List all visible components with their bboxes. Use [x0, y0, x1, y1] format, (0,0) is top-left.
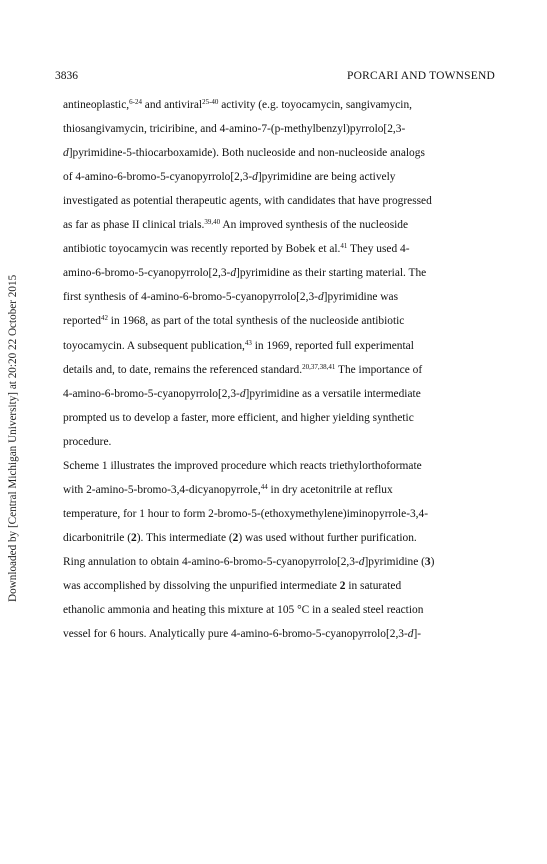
text-run: dicarbonitrile (: [63, 531, 131, 544]
compound-number: 2: [339, 580, 346, 592]
text-line: [63, 531, 417, 545]
text-line: [63, 459, 422, 473]
text-run: in 1968, as part of the total synthesis of the nucleoside antibiotic: [107, 315, 405, 328]
citation-superscript: 42: [100, 314, 108, 323]
text-run: ]-: [413, 628, 422, 641]
text-run: first synthesis of 4-amino-6-bromo-5-cyanopyrrolo[2,3-: [63, 291, 318, 304]
text-run: Ring annulation to obtain 4-amino-6-bromo-5-cyanopyrrolo[2,3-: [63, 555, 359, 568]
text-run: antibiotic toyocamycin was recently reported by Bobek et al.: [63, 243, 341, 256]
text-line: [63, 314, 404, 328]
compound-number: 2: [232, 531, 239, 544]
citation-superscript: 25-40: [202, 98, 219, 106]
text-run: toyocamycin. A subsequent publication,: [63, 339, 245, 352]
compound-number: 2: [131, 531, 137, 544]
text-run: reported: [63, 315, 101, 328]
text-run: in saturated: [345, 580, 402, 592]
text-line: [63, 363, 422, 377]
text-run: as far as phase II clinical trials.: [63, 219, 205, 232]
citation-superscript: 43: [244, 338, 252, 347]
text-line: [63, 98, 412, 112]
text-line: [63, 290, 398, 304]
text-run: Scheme 1 illustrates the improved procedure which reacts triethylorthoformate: [63, 459, 422, 472]
text-run: amino-6-bromo-5-cyanopyrrolo[2,3-: [63, 267, 231, 280]
text-run: ). This intermediate (: [136, 531, 233, 544]
citation-superscript: 6-24: [129, 98, 142, 106]
text-run: ]pyrimidine as their starting material. The: [236, 267, 427, 280]
text-run: antineoplastic,: [63, 99, 130, 111]
download-watermark: [4, 228, 24, 614]
text-run: 4-amino-6-bromo-5-cyanopyrrolo[2,3-: [63, 387, 240, 400]
text-run: ]pyrimidine-5-thiocarboxamide). Both nucleoside and non-nucleoside analogs: [68, 147, 425, 160]
text-line: [63, 387, 421, 401]
text-run: procedure.: [63, 435, 112, 448]
text-line: [63, 194, 432, 208]
citation-superscript: 44: [260, 482, 268, 491]
text-run: was accomplished by dissolving the unpurified intermediate: [63, 580, 340, 592]
text-line: [63, 242, 410, 256]
text-run: ]pyrimidine was: [323, 291, 399, 304]
text-line: [63, 483, 393, 497]
download-watermark-text: Downloaded by [Central Michigan University] at 20:20 22 October 2015: [7, 274, 19, 602]
page-number: 3836: [55, 70, 78, 82]
text-run: ]pyrimidine as a versatile intermediate: [245, 387, 421, 400]
italic-text: d: [252, 171, 258, 184]
text-run: in 1969, reported full experimental: [251, 339, 414, 352]
text-line: [63, 411, 414, 425]
text-run: activity (e.g. toyocamycin, sangivamycin,: [218, 99, 412, 111]
italic-text: d: [407, 628, 414, 641]
citation-superscript: 41: [340, 242, 348, 251]
citation-superscript: 39,40: [204, 218, 221, 227]
text-run: prompted us to develop a faster, more efficient, and higher yielding synthetic: [63, 411, 414, 424]
text-run: investigated as potential therapeutic agents, with candidates that have progressed: [63, 195, 432, 208]
text-line: [63, 507, 428, 521]
text-line: [63, 603, 423, 617]
text-line: [63, 435, 111, 449]
text-line: [63, 579, 401, 593]
compound-number: 3: [424, 555, 431, 568]
text-run: thiosangivamycin, triciribine, and 4-amino-7-(p-methylbenzyl)pyrrolo[2,3-: [63, 123, 406, 136]
text-line: [63, 339, 414, 353]
text-run: temperature, for 1 hour to form 2-bromo-5-(ethoxymethylene)iminopyrrole-3,4-: [63, 507, 429, 520]
text-run: ]pyrimidine (: [364, 555, 425, 568]
text-run: ]pyrimidine are being actively: [257, 171, 396, 184]
text-run: of 4-amino-6-bromo-5-cyanopyrrolo[2,3-: [63, 171, 253, 184]
text-line: [63, 146, 425, 160]
italic-text: d: [230, 267, 237, 280]
italic-text: d: [317, 291, 324, 304]
running-header: [55, 70, 495, 86]
text-run: The importance of: [335, 363, 423, 376]
text-run: They used 4-: [347, 243, 410, 256]
text-run: with 2-amino-5-bromo-3,4-dicyanopyrrole,: [63, 483, 261, 496]
italic-text: d: [358, 555, 365, 568]
text-run: and antiviral: [141, 99, 203, 111]
text-run: vessel for 6 hours. Analytically pure 4-amino-6-bromo-5-cyanopyrrolo[2,3-: [63, 628, 408, 641]
running-head-authors: PORCARI AND TOWNSEND: [347, 70, 495, 82]
text-run: in dry acetonitrile at reflux: [267, 483, 393, 496]
italic-text: d: [63, 147, 69, 160]
text-run: ethanolic ammonia and heating this mixture at 105 °C in a sealed steel reaction: [63, 604, 424, 617]
text-run: ) was used without further purification.: [238, 531, 417, 544]
text-line: [63, 555, 434, 569]
text-run: An improved synthesis of the nucleoside: [220, 219, 409, 232]
text-line: [63, 266, 426, 280]
text-line: [63, 122, 405, 136]
text-line: [63, 170, 395, 184]
text-line: [63, 218, 408, 232]
italic-text: d: [239, 387, 246, 400]
text-run: ): [430, 555, 435, 568]
citation-superscript: 20,37,38,41: [302, 362, 336, 371]
text-line: [63, 627, 421, 641]
text-run: details and, to date, remains the referenced standard.: [63, 363, 303, 376]
